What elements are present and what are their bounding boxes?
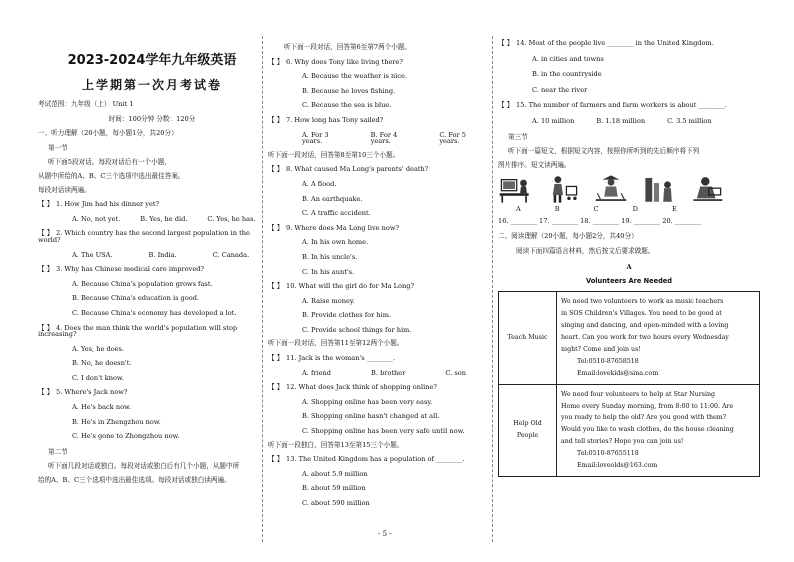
question-2-options — [38, 252, 266, 259]
question-15-options — [498, 118, 760, 125]
instructions: 听下面一段对话，回答第11至第12两个小题。 — [268, 339, 404, 348]
question-13: 【 】 13. The United Kingdom has a population of ________. — [268, 455, 465, 464]
option: B. India. — [148, 250, 177, 259]
picture-c-farmer — [594, 174, 628, 204]
option: C. Because the sea is blue. — [302, 101, 392, 110]
picture-a-computer — [498, 174, 532, 204]
instructions: 图片排序。短文读两遍。 — [498, 160, 571, 169]
picture-d-city — [642, 174, 676, 204]
option: A. about 5.9 million — [302, 469, 368, 478]
answer-bracket[interactable]: 【 】 — [268, 455, 284, 464]
option: B. Shopping online hasn't changed at all. — [302, 412, 440, 421]
question-7: 【 】 7. How long has Tony sailed? — [268, 115, 384, 124]
option: A. For 3 years. — [302, 130, 329, 146]
answer-bracket[interactable]: 【 】 — [38, 200, 54, 209]
option: C. Yes, he has. — [207, 214, 256, 223]
option: B. 1.18 million — [596, 116, 646, 125]
text-line: We need two volunteers to work as music teachers — [561, 297, 724, 305]
text-line: Would you like to wash clothes, do the house cleaning — [561, 426, 734, 434]
row-content — [557, 384, 760, 477]
answer-bracket[interactable]: 【 】 — [268, 282, 284, 291]
row-key: Teach Music — [499, 291, 557, 384]
picture-b-shopping — [546, 174, 580, 204]
option: A. friend — [302, 368, 332, 377]
passage-title: Volunteers Are Needed — [586, 277, 672, 286]
instructions: 听下面一段独白，回答第13至第15三个小题。 — [268, 440, 404, 449]
exam-title-line2: 上学期第一次月考试卷 — [81, 78, 222, 92]
question-3: 【 】 3. Why has Chinese medical care improved? — [38, 265, 204, 274]
table-row — [499, 291, 760, 384]
instructions: 听下面一篇短文，根据短文内容，按照你所听到的先后顺序将下列 — [508, 147, 700, 156]
question-6: 【 】 6. Why does Tony like living there? — [268, 57, 403, 66]
option: A. A flood. — [302, 179, 337, 188]
option: C. For 5 years. — [439, 130, 466, 146]
section3-label: 第三节 — [508, 132, 528, 141]
instructions: 阅读下面四篇语言材料，然后按文后要求做题。 — [516, 247, 655, 256]
option: A. Because China's population grows fast. — [72, 279, 213, 288]
answer-bracket[interactable]: 【 】 — [38, 323, 54, 332]
option: B. in the countryside — [532, 70, 602, 79]
answer-blanks-16-20[interactable]: 16. ________ 17. ________ 18. ________ 19. ________ 20. ________ — [498, 216, 702, 225]
answer-bracket[interactable]: 【 】 — [498, 39, 514, 47]
page-number: - 5 - — [378, 530, 392, 538]
instructions: 每段对话读两遍。 — [38, 185, 91, 194]
row-key: Help Old People — [499, 384, 557, 477]
answer-bracket[interactable]: 【 】 — [498, 101, 514, 110]
option: B. No, he doesn't. — [72, 359, 132, 368]
option: C. about 590 million — [302, 499, 370, 507]
question-14: 【 】 14. Most of the people live ________ in the United Kingdom. — [498, 39, 714, 47]
text-line: heart. Can you work for two hours every Wednesday — [561, 333, 729, 341]
option: B. In his uncle's. — [302, 252, 358, 261]
option: B. Yes, he did. — [140, 214, 188, 223]
picture-e-reading — [690, 174, 724, 204]
answer-bracket[interactable]: 【 】 — [268, 57, 284, 66]
column-1 — [38, 36, 266, 484]
instructions: 听下面几段对话或独白。每段对话或独白后有几个小题，从题中所 — [48, 462, 240, 471]
option: A. Shopping online has been very easy. — [302, 397, 433, 406]
section1-label: 第一节 — [48, 143, 68, 152]
text-line: and tell stories? Hope you can join us! — [561, 438, 684, 446]
email-address: Email:loveolds@163.com — [577, 462, 658, 470]
passage-letter: A — [626, 262, 632, 271]
instructions: 给的A、B、C三个选项中选出最佳选项。每段对话或独白读两遍。 — [38, 476, 231, 485]
option: C. near the river — [532, 85, 588, 94]
option: A. No, not yet. — [72, 214, 121, 223]
option: A. Because the weather is nice. — [302, 72, 408, 81]
column-3 — [498, 40, 760, 477]
option: A. The USA. — [72, 250, 113, 259]
answer-bracket[interactable]: 【 】 — [268, 223, 284, 232]
answer-bracket[interactable]: 【 】 — [38, 388, 54, 397]
picture-label: C — [593, 205, 599, 214]
answer-bracket[interactable]: 【 】 — [38, 265, 54, 274]
email-address: Email:lovekids@sina.com — [577, 369, 659, 377]
option: C. son — [445, 368, 466, 377]
picture-labels — [498, 206, 760, 213]
exam-scope: 考试范围：九年级（上） Unit 1 — [38, 100, 134, 108]
question-2: 【 】 2. Which country has the second largest population in the world? — [38, 229, 250, 244]
phone-number: Tel:0510-87655118 — [577, 450, 639, 458]
option: C. A traffic accident. — [302, 209, 371, 218]
question-4: 【 】 4. Does the man think the world's population will stop increasing? — [38, 323, 238, 339]
question-11: 【 】 11. Jack is the woman's ________. — [268, 354, 396, 363]
instructions: 听下面一段对话，回答第8至第10三个小题。 — [268, 150, 400, 159]
question-15: 【 】 15. The number of farmers and farm workers is about ________. — [498, 101, 727, 110]
option: A. Raise money. — [302, 296, 355, 305]
volunteer-table — [498, 291, 760, 477]
answer-bracket[interactable]: 【 】 — [38, 229, 54, 238]
text-line: in SOS Children's Villages. You need to be good at — [561, 309, 722, 317]
answer-bracket[interactable]: 【 】 — [268, 115, 284, 124]
option: A. 10 million — [532, 116, 575, 125]
option: B. about 59 million — [302, 484, 366, 493]
option: B. An earthquake. — [302, 194, 363, 203]
answer-bracket[interactable]: 【 】 — [268, 354, 284, 363]
question-12: 【 】 12. What does Jack think of shopping online? — [268, 383, 437, 392]
instructions: 听下面一段对话，回答第6至第7两个小题。 — [284, 43, 412, 51]
question-7-options — [268, 132, 486, 145]
column-2 — [268, 44, 486, 507]
question-8: 【 】 8. What caused Ma Long's parents' death? — [268, 165, 429, 174]
row-content — [557, 291, 760, 384]
option: B. For 4 years. — [370, 130, 398, 146]
option: C. Shopping online has been very safe until now. — [302, 427, 465, 436]
option: B. brother — [371, 368, 406, 377]
option: C. In his aunt's. — [302, 267, 355, 276]
text-line: you ready to help the old? Are you good with them? — [561, 414, 727, 422]
question-10: 【 】 10. What will the girl do for Ma Long? — [268, 282, 415, 291]
option: B. He's in Zhengzhou now. — [72, 417, 161, 426]
text-line: We need four volunteers to help at Star Nursing — [561, 390, 716, 398]
question-5: 【 】 5. Where's Jack now? — [38, 388, 128, 397]
picture-row — [498, 174, 760, 204]
option: C. Provide school things for him. — [302, 325, 412, 334]
answer-bracket[interactable]: 【 】 — [268, 165, 284, 174]
question-11-options — [268, 370, 486, 377]
column-divider — [492, 36, 493, 542]
question-1-options — [38, 216, 266, 223]
instructions: 听下面5段对话。每段对话后有一个小题， — [48, 158, 171, 167]
question-1: 【 】 1. How Jim had his dinner yet? — [38, 200, 160, 209]
section2-label: 第二节 — [48, 447, 68, 456]
picture-label: A — [516, 205, 521, 214]
option: A. in cities and towns — [532, 54, 604, 63]
option: A. Yes, he does. — [72, 344, 125, 353]
text-line: Home every Sunday morning, from 8:00 to 11:00. Are — [561, 402, 734, 410]
option: C. Because China's economy has developed a lot. — [72, 308, 237, 317]
text-line: night? Come and join us! — [561, 345, 641, 353]
option: C. Canada. — [212, 250, 250, 259]
table-row — [499, 384, 760, 477]
option: C. 3.5 million — [667, 116, 712, 125]
option: C. I don't know. — [72, 373, 124, 382]
answer-bracket[interactable]: 【 】 — [268, 383, 284, 392]
picture-label: E — [671, 205, 677, 214]
exam-title-line1: 2023-2024学年九年级英语 — [67, 53, 237, 68]
option: A. In his own home. — [302, 238, 369, 247]
option: C. He's gone to Zhongzhou now. — [72, 432, 180, 441]
exam-time-score: 时间：100分钟 分数：120分 — [108, 114, 196, 123]
question-9: 【 】 9. Where does Ma Long live now? — [268, 223, 400, 232]
instructions: 从题中所给的A、B、C三个选项中选出最佳答案。 — [38, 171, 185, 180]
phone-number: Tel:0510-87658518 — [577, 357, 639, 365]
picture-label: D — [632, 205, 638, 214]
part1-heading: 一、听力理解（20小题，每小题1分，共20分） — [38, 129, 178, 138]
option: B. Because China's education is good. — [72, 294, 200, 303]
option: B. Provide clothes for him. — [302, 311, 392, 320]
picture-label: B — [554, 205, 560, 214]
text-line: singing and dancing, and open-minded with a loving — [561, 321, 729, 329]
option: A. He's back now. — [72, 403, 132, 412]
part2-heading: 二、阅读理解（20小题，每小题2分，共40分） — [498, 231, 638, 240]
option: B. Because he loves fishing. — [302, 86, 396, 95]
